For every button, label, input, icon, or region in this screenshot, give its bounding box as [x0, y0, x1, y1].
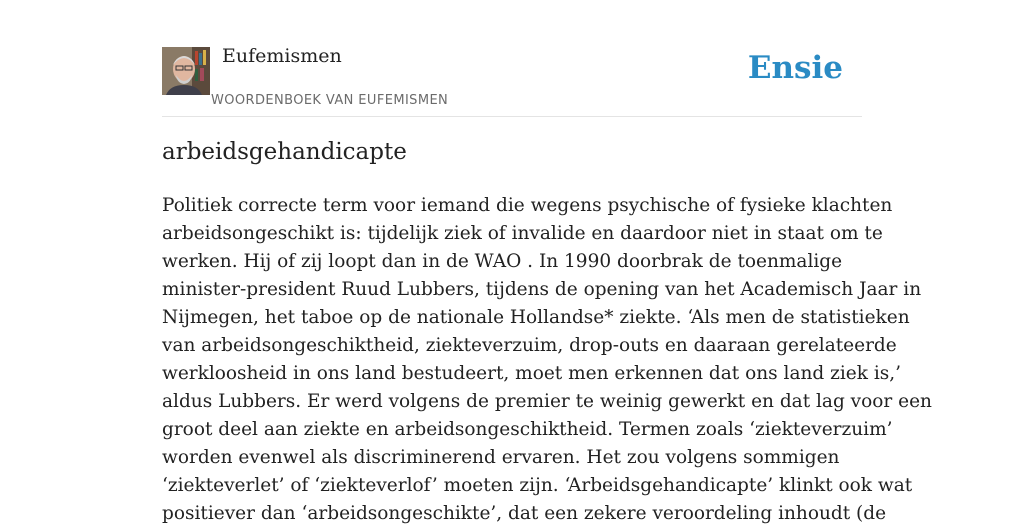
definition-line: ‘ziekteverlet’ of ‘ziekteverlof’ moeten zijn. ‘Arbeidsgehandicapte’ klinkt ook wat: [162, 475, 913, 496]
definition-line: worden evenwel als discriminerend ervaren. Het zou volgens sommigen: [162, 447, 840, 468]
definition-line: arbeidsongeschikt is: tijdelijk ziek of invalide en daardoor niet in staat om te: [162, 223, 883, 244]
definition-line: groot deel aan ziekte en arbeidsongeschiktheid. Termen zoals ‘ziekteverzuim’: [162, 419, 893, 440]
author-portrait-image: [162, 47, 210, 95]
definition-line: aldus Lubbers. Er werd volgens de premier te weinig gewerkt en dat lag voor een: [162, 391, 932, 412]
definition-line: werkloosheid in ons land bestudeert, moet men erkennen dat ons land ziek is,’: [162, 363, 901, 384]
definition-line: Nijmegen, het taboe op de nationale Hollandse* ziekte. ‘Als men de statistieken: [162, 307, 910, 328]
brand-logo[interactable]: Ensie: [747, 50, 843, 86]
author-name[interactable]: Eufemismen: [222, 45, 342, 67]
header: [162, 0, 862, 117]
definition-line: Politiek correcte term voor iemand die wegens psychische of fysieke klachten: [162, 195, 893, 216]
definition-text: [162, 192, 932, 528]
definition-line: werken. Hij of zij loopt dan in de WAO . In 1990 doorbrak de toenmalige: [162, 251, 843, 272]
page-title: arbeidsgehandicapte: [162, 139, 407, 165]
dictionary-subtitle[interactable]: WOORDENBOEK VAN EUFEMISMEN: [211, 93, 449, 108]
definition-line: minister-president Ruud Lubbers, tijdens de opening van het Academisch Jaar in: [162, 279, 922, 300]
avatar[interactable]: [162, 47, 210, 95]
definition-line: positiever dan ‘arbeidsongeschikte’, dat een zekere veroordeling inhoudt (de: [162, 503, 887, 524]
definition-line: van arbeidsongeschiktheid, ziekteverzuim, drop-outs en daaraan gerelateerde: [162, 335, 897, 356]
